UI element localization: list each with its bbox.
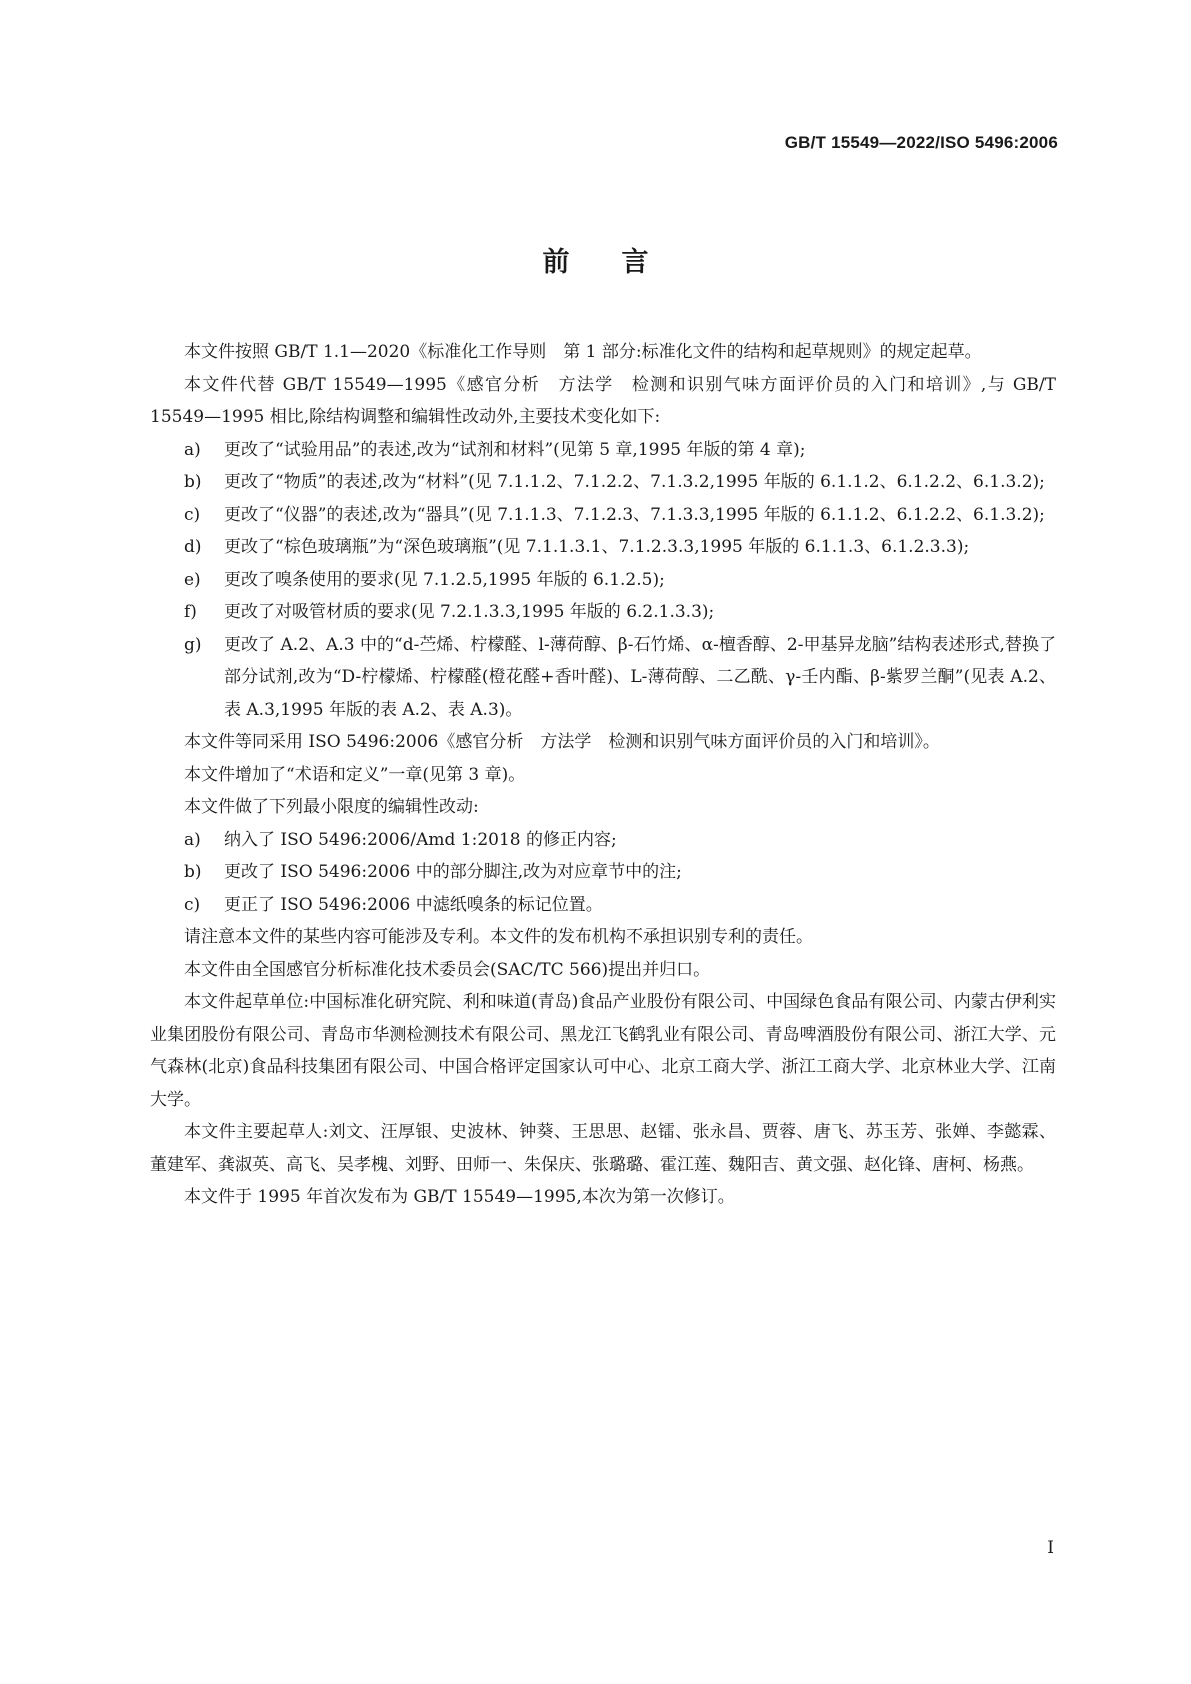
change-item-a — [150, 434, 1056, 467]
list-label: d) — [184, 537, 202, 557]
change-item-g — [150, 629, 1056, 727]
change-item-e — [150, 564, 1056, 597]
list-label: f) — [184, 602, 197, 622]
paragraph-drafting-rules: 本文件按照 GB/T 1.1—2020《标准化工作导则 第 1 部分:标准化文件的结构和起草规则》的规定起草。 — [184, 342, 982, 362]
list-label: c) — [184, 894, 201, 915]
list-text: 更改了“试验用品”的表述,改为“试剂和材料”(见第 5 章,1995 年版的第 4 章); — [224, 439, 806, 460]
edit-item-b — [150, 856, 1056, 889]
list-text: 更改了对吸管材质的要求(见 7.2.1.3.3,1995 年版的 6.2.1.3.3); — [224, 602, 715, 622]
edit-item-a — [150, 824, 1056, 857]
list-label: g) — [184, 634, 202, 655]
paragraph-equivalent-adoption: 本文件等同采用 ISO 5496:2006《感官分析 方法学 检测和识别气味方面评价员的入门和培训》。 — [184, 732, 940, 752]
list-text: 更改了 ISO 5496:2006 中的部分脚注,改为对应章节中的注; — [224, 862, 682, 882]
list-text: 更改了“物质”的表述,改为“材料”(见 7.1.1.2、7.1.2.2、7.1.3.2,1995 年版的 6.1.1.2、6.1.2.2、6.1.3.2); — [224, 472, 1045, 492]
list-label: c) — [184, 504, 201, 525]
list-label: b) — [184, 862, 202, 882]
change-item-d — [150, 531, 1056, 564]
list-text: 更改了嗅条使用的要求(见 7.1.2.5,1995 年版的 6.1.2.5); — [224, 569, 665, 590]
list-text: 更改了 A.2、A.3 中的“d-苎烯、柠檬醛、l-薄荷醇、β-石竹烯、α-檀香醇、2-甲基异龙脑”结构表述形式,替换了部分试剂,改为“D-柠檬烯、柠檬醛(橙花醛+香叶醛)、L-薄荷醇、二乙酰、γ-壬内酯、β-紫罗兰酮”(见表 A.2、表 A.3,1995 年版的表 A.2、表 A.3)。 — [224, 634, 1056, 720]
paragraph-patent-notice: 请注意本文件的某些内容可能涉及专利。本文件的发布机构不承担识别专利的责任。 — [184, 927, 813, 947]
change-item-b — [150, 466, 1056, 499]
list-label: a) — [184, 439, 201, 460]
page-number: I — [1047, 1538, 1054, 1558]
edit-item-c — [150, 889, 1056, 922]
paragraph-committee: 本文件由全国感官分析标准化技术委员会(SAC/TC 566)提出并归口。 — [184, 959, 711, 980]
list-text: 更改了“仪器”的表述,改为“器具”(见 7.1.1.3、7.1.2.3、7.1.3.3,1995 年版的 6.1.1.2、6.1.2.2、6.1.3.2); — [224, 504, 1045, 525]
list-label: b) — [184, 472, 202, 492]
list-label: e) — [184, 569, 201, 590]
paragraph-drafters: 本文件主要起草人:刘文、汪厚银、史波林、钟葵、王思思、赵镭、张永昌、贾蓉、唐飞、苏玉芳、张婵、李懿霖、董建军、龚淑英、高飞、吴孝槐、刘野、田师一、朱保庆、张璐璐、霍江莲、魏阳吉、黄文强、赵化锋、唐柯、杨燕。 — [150, 1122, 1056, 1175]
list-text: 纳入了 ISO 5496:2006/Amd 1:2018 的修正内容; — [224, 829, 617, 850]
paragraph-added-chapter: 本文件增加了“术语和定义”一章(见第 3 章)。 — [184, 764, 526, 785]
paragraph-replaces: 本文件代替 GB/T 15549—1995《感官分析 方法学 检测和识别气味方面评价员的入门和培训》,与 GB/T 15549—1995 相比,除结构调整和编辑性改动外,主要技术变化如下: — [150, 374, 1056, 427]
change-item-f — [150, 596, 1056, 629]
paragraph-history: 本文件于 1995 年首次发布为 GB/T 15549—1995,本次为第一次修订。 — [184, 1187, 735, 1207]
document-body — [150, 336, 1056, 1214]
change-item-c — [150, 499, 1056, 532]
list-text: 更改了“棕色玻璃瓶”为“深色玻璃瓶”(见 7.1.1.3.1、7.1.2.3.3,1995 年版的 6.1.1.3、6.1.2.3.3); — [224, 537, 970, 557]
list-label: a) — [184, 829, 201, 850]
list-text: 更正了 ISO 5496:2006 中滤纸嗅条的标记位置。 — [224, 894, 603, 915]
standard-code-header: GB/T 15549—2022/ISO 5496:2006 — [784, 133, 1058, 152]
paragraph-drafting-units: 本文件起草单位:中国标准化研究院、利和味道(青岛)食品产业股份有限公司、中国绿色食品有限公司、内蒙古伊利实业集团股份有限公司、青岛市华测检测技术有限公司、黑龙江飞鹤乳业有限公司、青岛啤酒股份有限公司、浙江大学、元气森林(北京)食品科技集团有限公司、中国合格评定国家认可中心、北京工商大学、浙江工商大学、北京林业大学、江南大学。 — [150, 992, 1056, 1110]
paragraph-editorial-changes: 本文件做了下列最小限度的编辑性改动: — [184, 797, 479, 817]
page-title: 前言 — [542, 247, 701, 278]
